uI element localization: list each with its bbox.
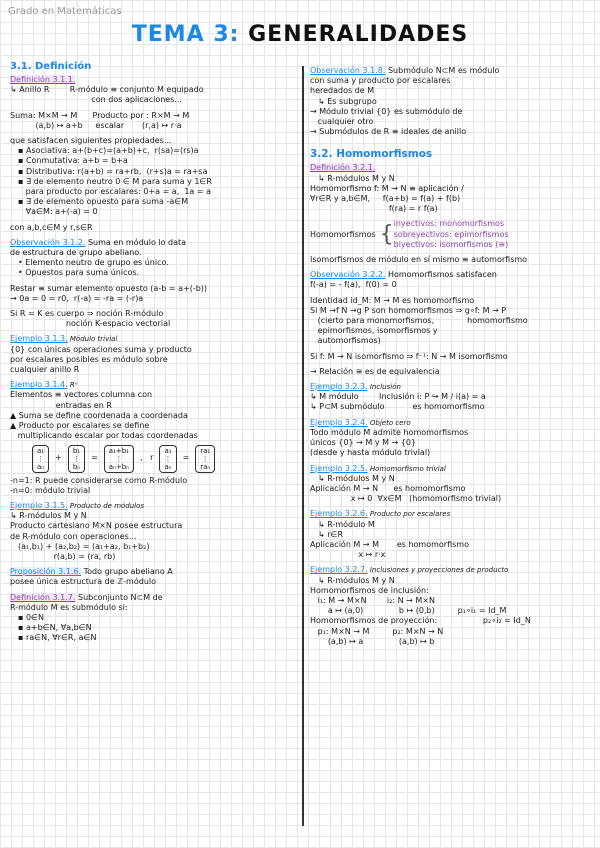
observation-label: Observación 3.2.2. — [310, 270, 386, 280]
example-label: Ejemplo 3.2.7. — [310, 565, 368, 575]
text-line: x ↦ 0 ∀x∈M (homomorfismo trivial) — [310, 494, 502, 504]
text-line: que satisfacen siguientes propiedades... — [10, 136, 172, 146]
text-line: Todo grupo abeliano A — [81, 567, 173, 577]
text-line: cualquier otro — [310, 117, 374, 127]
text-line: ∀r∈R y a,b∈M, f(a+b) = f(a) + f(b) — [310, 194, 461, 204]
example-title: Módulo trivial — [67, 335, 118, 344]
title-part2: GENERALIDADES — [248, 22, 469, 47]
homomorphism-label: Homomorfismos — [310, 229, 376, 239]
property-item: ▪ Asociativa: a+(b+c)=(a+b)+c, r(sa)=(rs)a — [18, 146, 199, 156]
text-line: f(-a) = - f(a), f(0) = 0 — [310, 280, 397, 290]
observation-3-2-2 — [310, 270, 592, 290]
text-line: Aplicación M → N es homomorfismo — [310, 483, 466, 493]
text-line: ↳ P⊂M submódulo es homomorfismo — [310, 402, 485, 412]
text-line: Homomorfismos de inclusión: — [310, 585, 429, 595]
text-line: Elementos ≡ vectores columna con — [10, 390, 153, 400]
text-line: ↳ r∈R — [318, 529, 344, 539]
example-label: Ejemplo 3.1.4. — [10, 380, 68, 390]
brace-icon: { — [379, 221, 394, 247]
observation-label: Observación 3.1.8. — [310, 66, 386, 75]
property-item: ▪ Distributiva: r(a+b) = ra+rb, (r+s)a = ra+sa — [18, 166, 208, 176]
example-3-2-3 — [310, 382, 592, 413]
vector-ra: ra₁ ⋮ raₙ — [195, 445, 215, 473]
text-line: Subconjunto N⊂M de — [75, 592, 163, 602]
section-3-1-heading: 3.1. Definición — [10, 61, 92, 72]
text-line: r(a,b) = (ra, rb) — [18, 551, 116, 561]
definition-label: Definición 3.1.1. — [10, 75, 76, 84]
type-item: sobreyectivos: epimorfismos — [393, 229, 509, 239]
example-3-1-4 — [10, 380, 296, 496]
text-line: → 0a = 0 = r0, r(-a) = -ra = (-r)a — [10, 293, 144, 303]
example-3-1-5 — [10, 501, 296, 562]
text-line: (a,b) ↦ a (a,b) ↦ b — [310, 636, 435, 646]
text-line: (desde y hasta módulo trivial) — [310, 448, 431, 458]
example-label: Ejemplo 3.1.3. — [10, 334, 68, 344]
proposition-label: Proposición 3.1.6. — [10, 567, 82, 577]
text-line: entradas en R — [10, 400, 112, 410]
text-line: ↳ R-módulos M y N — [318, 173, 395, 183]
example-label: Ejemplo 3.2.4. — [310, 417, 368, 427]
example-title: Rⁿ — [67, 381, 78, 390]
text-line: → Relación ≅ es de equivalencia — [310, 366, 440, 376]
observation-label: Observación 3.1.2. — [10, 237, 86, 247]
vector-operations: a₁ ⋮ aₙ + b₁ ⋮ bₙ = a₁+b₁ ⋮ aₙ+bₙ , r a₁ ⋮ aₙ = ra₁ ⋮ raₙ — [10, 445, 296, 473]
text-line: cualquier anillo R — [10, 365, 80, 375]
text-line: Suma: M×M → M Producto por : R×M → M — [10, 110, 190, 120]
definition-3-2-1 — [310, 163, 592, 265]
course-label: Grado en Matemáticas — [8, 6, 122, 17]
text-line: R-módulo M es submódulo si: — [10, 602, 128, 612]
example-3-2-6 — [310, 509, 592, 560]
observation-3-1-2 — [10, 238, 296, 279]
example-title: Producto por escalares — [367, 510, 451, 519]
text-line: Si M →f N →g P son homomorfismos ⇒ g∘f: M → P — [310, 305, 507, 315]
proposition-3-1-6 — [10, 567, 296, 587]
text-line: ▲ Producto por escalares se define — [10, 421, 150, 431]
text-line: Submódulo N⊂M es módulo — [385, 66, 500, 75]
text-line: ↳ M módulo Inclusión i: P ↪ M / i(a) = a — [310, 392, 486, 402]
definition-label: Definición 3.2.1. — [310, 163, 376, 173]
type-item: inyectivos: monomorfismos — [393, 219, 505, 229]
text-line: Suma en módulo lo data — [85, 237, 187, 247]
text-line: • Opuestos para suma únicos. — [18, 268, 140, 278]
text-line: Si R = K es cuerpo ⇒ noción R-módulo — [10, 309, 164, 319]
text-line: Identidad id_M: M → M es homomorfismo — [310, 295, 475, 305]
vector-a-2: a₁ ⋮ aₙ — [159, 445, 176, 473]
text-line: Restar ≡ sumar elemento opuesto (a-b = a+(-b)) — [10, 283, 208, 293]
observation-3-1-8 — [310, 66, 592, 137]
example-3-1-3 — [10, 334, 296, 375]
text-line: únicos {0} → M y M → {0} — [310, 438, 417, 448]
example-title: Producto de módulos — [67, 501, 145, 510]
text-line: de estructura de grupo abeliano. — [10, 248, 142, 258]
text-line: (a₁,b₁) + (a₂,b₂) = (a₁+a₂, b₁+b₂) — [18, 541, 150, 551]
text-line: f(ra) = r f(a) — [310, 204, 438, 214]
text-line: ↳ R-módulos M y N — [10, 511, 87, 521]
text-line: epimorfismos, isomorfismos y — [310, 326, 438, 336]
text-line: • Elemento neutro de grupo es único. — [18, 258, 169, 268]
text-line: con dos aplicaciones... — [10, 95, 182, 105]
text-line: ↳ Anillo R R-módulo ≡ conjunto M equipado — [10, 85, 204, 95]
vector-b: b₁ ⋮ bₙ — [68, 445, 85, 473]
text-line: Producto cartesiano M×N posee estructura — [10, 521, 183, 531]
text-line: ↳ R-módulos M y N — [318, 575, 395, 585]
definition-3-1-7 — [10, 593, 296, 644]
text-line: {0} con únicas operaciones suma y producto — [10, 344, 192, 354]
text-line: con a,b,c∈M y r,s∈R — [10, 222, 93, 232]
text-line: (cierto para monomorfismos, homomorfismo — [310, 316, 528, 326]
property-item: ▪ Conmutativa: a+b = b+a — [18, 156, 128, 166]
property-item: ∀a∈M: a+(-a) = 0 — [18, 207, 98, 217]
right-column — [310, 66, 592, 647]
text-line: Homomorfismo f: M → N ≡ aplicación / — [310, 183, 464, 193]
text-line: automorfismos) — [310, 336, 381, 346]
example-title: Objeto cero — [367, 418, 411, 427]
text-line: noción K-espacio vectorial — [10, 319, 171, 329]
vector-sum: a₁+b₁ ⋮ aₙ+bₙ — [104, 445, 134, 473]
example-title: Inclusiones y proyecciones de producto — [367, 566, 509, 575]
text-line: ↳ R-módulos M y N — [318, 473, 395, 483]
text-line: (a,b) ↦ a+b escalar (r,a) ↦ r·a — [10, 120, 182, 130]
text-line: a ↦ (a,0) b ↦ (0,b) p₁∘i₁ = Id_M — [310, 606, 507, 616]
page-title — [0, 22, 600, 47]
text-line: ▲ Suma se define coordenada a coordenada — [10, 410, 188, 420]
example-label: Ejemplo 3.2.5. — [310, 463, 368, 473]
definition-3-1-1 — [10, 75, 296, 233]
example-title: Homomorfismo trivial — [367, 464, 446, 473]
text-line: → Submódulos de R ≡ ideales de anillo — [310, 127, 467, 137]
text-line: Si f: M → N isomorfismo ⇒ f⁻¹: N → M isomorfismo — [310, 351, 508, 361]
example-3-2-7 — [310, 565, 592, 647]
text-line: ▪ ra∈N, ∀r∈R, a∈N — [18, 633, 97, 643]
text-line: i₁: M → M×N i₂: N → M×N — [310, 595, 435, 605]
text-line: ▪ a+b∈N, ∀a,b∈N — [18, 623, 92, 633]
example-label: Ejemplo 3.1.5. — [10, 500, 68, 510]
text-line: con suma y producto por escalares — [310, 76, 451, 86]
column-divider — [302, 66, 304, 826]
property-item: ▪ ∃ de elemento neutro 0 ∈ M para suma y 1∈R — [18, 176, 212, 186]
left-column — [10, 58, 296, 644]
text-line: → Módulo trivial {0} es submódulo de — [310, 106, 463, 116]
property-item: ▪ ∃ de elemento opuesto para suma -a∈M — [18, 197, 189, 207]
example-3-2-5 — [310, 464, 592, 505]
text-line: x ↦ r·x — [310, 550, 386, 560]
text-line: ↳ Es subgrupo — [318, 96, 377, 106]
text-line: p₁: M×N → M p₂: M×N → N — [310, 626, 444, 636]
title-part1: TEMA 3: — [131, 22, 240, 47]
text-line: ▪ 0∈N — [18, 612, 45, 622]
text-line: Isomorfismos de módulo en sí mismo ≡ automorfismo — [310, 255, 528, 265]
text-line: ↳ R-módulo M — [318, 519, 375, 529]
text-line: Homomorfismos de proyección: p₂∘i₂ = Id_N — [310, 616, 531, 626]
text-line: -n=1: R puede considerarse como R-módulo — [10, 475, 188, 485]
example-title: Inclusión — [367, 383, 401, 392]
example-3-2-4 — [310, 418, 592, 459]
definition-label: Definición 3.1.7. — [10, 592, 76, 602]
section-3-2-heading: 3.2. Homomorfismos — [310, 148, 433, 161]
text-line: heredados de M — [310, 86, 375, 96]
text-line: por escalares posibles es módulo sobre — [10, 354, 168, 364]
text-line: de R-módulo con operaciones... — [10, 531, 137, 541]
example-label: Ejemplo 3.2.6. — [310, 509, 368, 519]
text-line: Homomorfismos satisfacen — [385, 270, 497, 280]
homomorphism-types — [310, 219, 592, 250]
type-item: biyectivos: isomorfismos (≅) — [393, 239, 509, 249]
vector-a: a₁ ⋮ aₙ — [32, 445, 49, 473]
text-line: Todo módulo M admite homomorfismos — [310, 427, 469, 437]
text-line: -n=0: módulo trivial — [10, 485, 91, 495]
example-label: Ejemplo 3.2.3. — [310, 382, 368, 392]
text-line: multiplicando escalar por todas coordenadas — [10, 431, 198, 441]
text-line: Aplicación M → M es homomorfismo — [310, 539, 469, 549]
text-line: posee única estructura de ℤ-módulo — [10, 577, 156, 587]
property-item: para producto por escalares: 0+a = a, 1a = a — [18, 187, 212, 197]
